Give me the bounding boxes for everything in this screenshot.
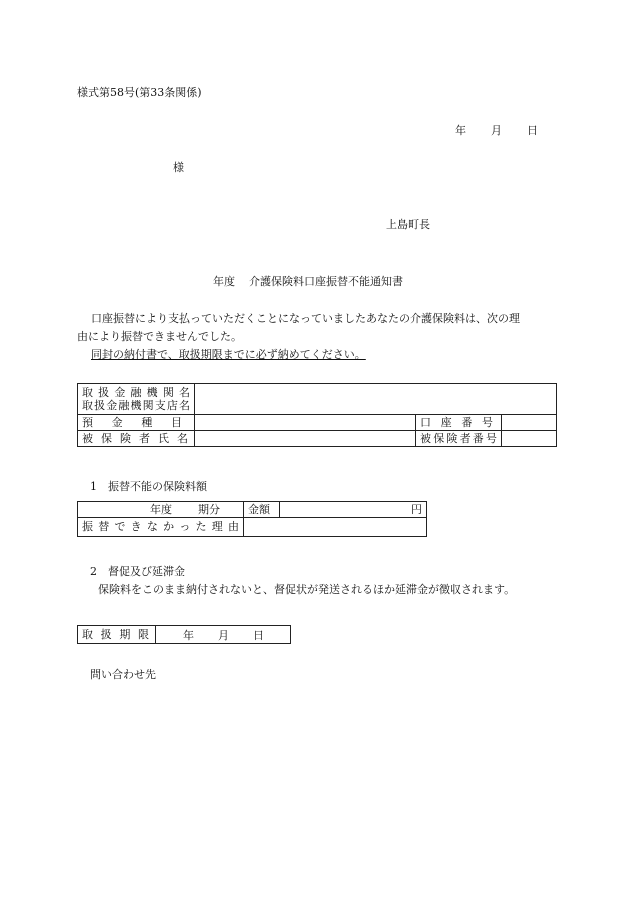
insured-number-label-cell: [416, 431, 502, 447]
body-line-1: 口座振替により支払っていただくことになっていましたあなたの介護保険料は、次の理: [91, 312, 520, 325]
reason-value: [244, 518, 427, 537]
insured-name-label: 被保険者氏名: [82, 431, 188, 445]
fiscal-period-cell: [78, 502, 244, 518]
account-table: [77, 383, 557, 447]
account-number-value: [502, 415, 557, 431]
unpaid-amount-table: [77, 501, 427, 537]
amount-label: 金額: [248, 502, 270, 516]
reason-label: 振替できなかった理由: [82, 520, 239, 534]
period-label: 期分: [198, 502, 220, 516]
account-number-label: 口座番号: [420, 415, 493, 429]
date-year: 年: [455, 124, 466, 137]
insured-name-label-cell: [78, 431, 195, 447]
deadline-day: 日: [253, 629, 264, 642]
body-line-2: 由により振替できませんでした。: [77, 330, 242, 343]
deadline-label: 取扱期限: [82, 627, 149, 641]
section-2-text: 保険料をこのまま納付されないと、督促状が発送されるほか延滞金が徴収されます。: [98, 583, 516, 596]
title-text: 介護保険料口座振替不能通知書: [249, 275, 403, 288]
contact-label: 問い合わせ先: [90, 668, 156, 681]
account-number-label-cell: [416, 415, 502, 431]
insured-number-label: 被保険者番号: [420, 431, 497, 445]
section-1-heading: 1 振替不能の保険料額: [90, 480, 207, 493]
section-2-heading: 2 督促及び延滞金: [90, 565, 185, 578]
document-title: [213, 275, 403, 288]
insured-number-value: [502, 431, 557, 447]
deposit-type-value: [195, 415, 416, 431]
form-number: 様式第58号(第33条関係): [77, 86, 202, 99]
title-year-label: 年度: [213, 275, 235, 288]
reason-label-cell: [78, 518, 244, 537]
deadline-table: [77, 625, 291, 644]
bank-label-cell: [78, 384, 195, 415]
deposit-type-label: 預金種目: [82, 415, 182, 429]
branch-name-label: 取扱金融機関支店名: [82, 399, 190, 412]
issuer: 上島町長: [386, 218, 430, 231]
bank-value-cell: [195, 384, 557, 415]
bank-name-label: 取扱金融機関名: [82, 385, 190, 399]
addressee-suffix: 様: [173, 161, 184, 174]
deadline-month: 月: [218, 629, 229, 642]
date-month: 月: [491, 124, 502, 137]
deadline-label-cell: [78, 626, 156, 644]
payment-notice: 同封の納付書で、取扱期限までに必ず納めてください。: [91, 348, 366, 361]
date-day: 日: [527, 124, 538, 137]
deadline-year: 年: [183, 629, 194, 642]
yen-label: 円: [411, 502, 422, 516]
insured-name-value: [195, 431, 416, 447]
fiscal-year-label: 年度: [150, 502, 172, 516]
deadline-value-cell: [156, 626, 291, 644]
deposit-type-label-cell: [78, 415, 195, 431]
amount-label-cell: [244, 502, 280, 518]
amount-value-cell: [280, 502, 427, 518]
